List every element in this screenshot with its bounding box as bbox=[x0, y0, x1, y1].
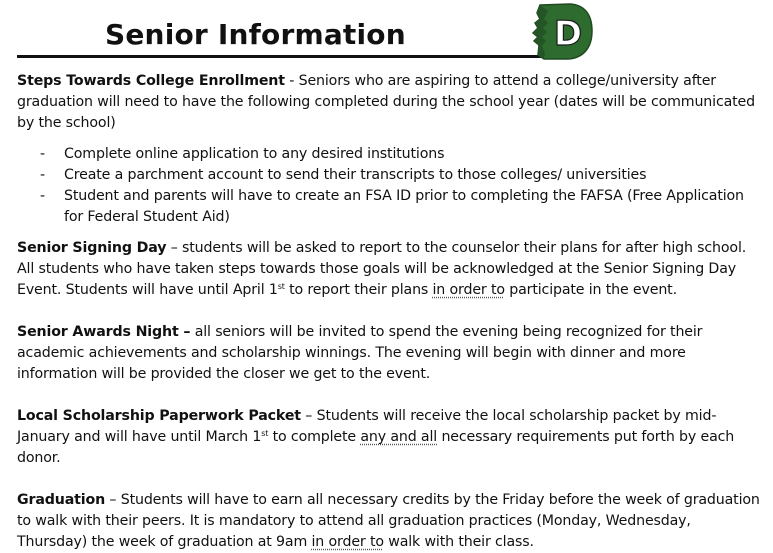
section-separator: – bbox=[300, 408, 317, 424]
section-local-scholarship-packet bbox=[17, 406, 765, 469]
bullet-marker: - bbox=[40, 146, 45, 162]
list-item-text: Complete online application to any desired institutions bbox=[64, 146, 445, 162]
section-text: to complete bbox=[268, 429, 361, 445]
section-heading: Local Scholarship Paperwork Packet bbox=[17, 408, 301, 424]
section-graduation bbox=[17, 490, 765, 553]
section-text: participate in the event. bbox=[504, 282, 677, 298]
section-separator: – bbox=[166, 240, 183, 256]
bullet-marker: - bbox=[40, 167, 45, 183]
college-steps-list bbox=[17, 144, 765, 228]
section-senior-awards-night bbox=[17, 322, 765, 385]
list-item bbox=[17, 186, 765, 228]
section-separator: - bbox=[284, 73, 299, 89]
title-underline-rule bbox=[17, 55, 542, 58]
section-text: to report their plans bbox=[284, 282, 433, 298]
underlined-phrase: in order to bbox=[432, 282, 505, 298]
section-separator: – bbox=[105, 492, 121, 508]
underlined-phrase: in order to bbox=[311, 534, 384, 550]
document-body bbox=[17, 71, 765, 553]
section-text: Students will receive the local scholarship packet by mid-January and will have until March 1 bbox=[17, 408, 717, 445]
ordinal-suffix: st bbox=[277, 282, 285, 291]
list-item bbox=[17, 165, 765, 186]
section-text: walk with their class. bbox=[383, 534, 534, 550]
section-senior-signing-day bbox=[17, 238, 765, 301]
section-text: all seniors will be invited to spend the evening being recognized for their academic achievements and scholarship winnings. The evening will begin with dinner and more information will be provided the closer we get to the event. bbox=[17, 324, 703, 382]
section-text: Students will have to earn all necessary credits by the Friday before the week of graduation to walk with their peers. It is mandatory to attend all graduation practices (Monday, Wednesday, Thursday) the week of graduation at 9am bbox=[17, 492, 760, 550]
section-heading: Senior Signing Day bbox=[17, 240, 167, 256]
school-logo bbox=[530, 1, 594, 61]
section-heading: Steps Towards College Enrollment bbox=[17, 73, 285, 89]
underlined-phrase: any and all bbox=[360, 429, 438, 445]
section-heading: Senior Awards Night – bbox=[17, 324, 191, 340]
list-item bbox=[17, 144, 765, 165]
list-item-text: Create a parchment account to send their transcripts to those colleges/ universities bbox=[64, 167, 647, 183]
section-text: Seniors who are aspiring to attend a college/university after graduation will need to have the following completed during the school year (dates will be communicated by the school) bbox=[17, 73, 755, 131]
section-text: necessary requirements put forth by each donor. bbox=[17, 429, 735, 466]
section-heading: Graduation bbox=[17, 492, 106, 508]
section-text: students will be asked to report to the counselor their plans for after high school. All students who have taken steps towards those goals will be acknowledged at the Senior Signing Day Event. Students will have until April 1 bbox=[17, 240, 747, 298]
page-title: Senior Information bbox=[105, 18, 406, 51]
list-item-text: Student and parents will have to create an FSA ID prior to completing the FAFSA (Free Application for Federal Student Aid) bbox=[64, 188, 744, 225]
ordinal-suffix: st bbox=[261, 429, 269, 438]
bullet-marker: - bbox=[40, 188, 45, 204]
logo-letter: D bbox=[553, 14, 583, 54]
section-college-enrollment bbox=[17, 71, 765, 134]
